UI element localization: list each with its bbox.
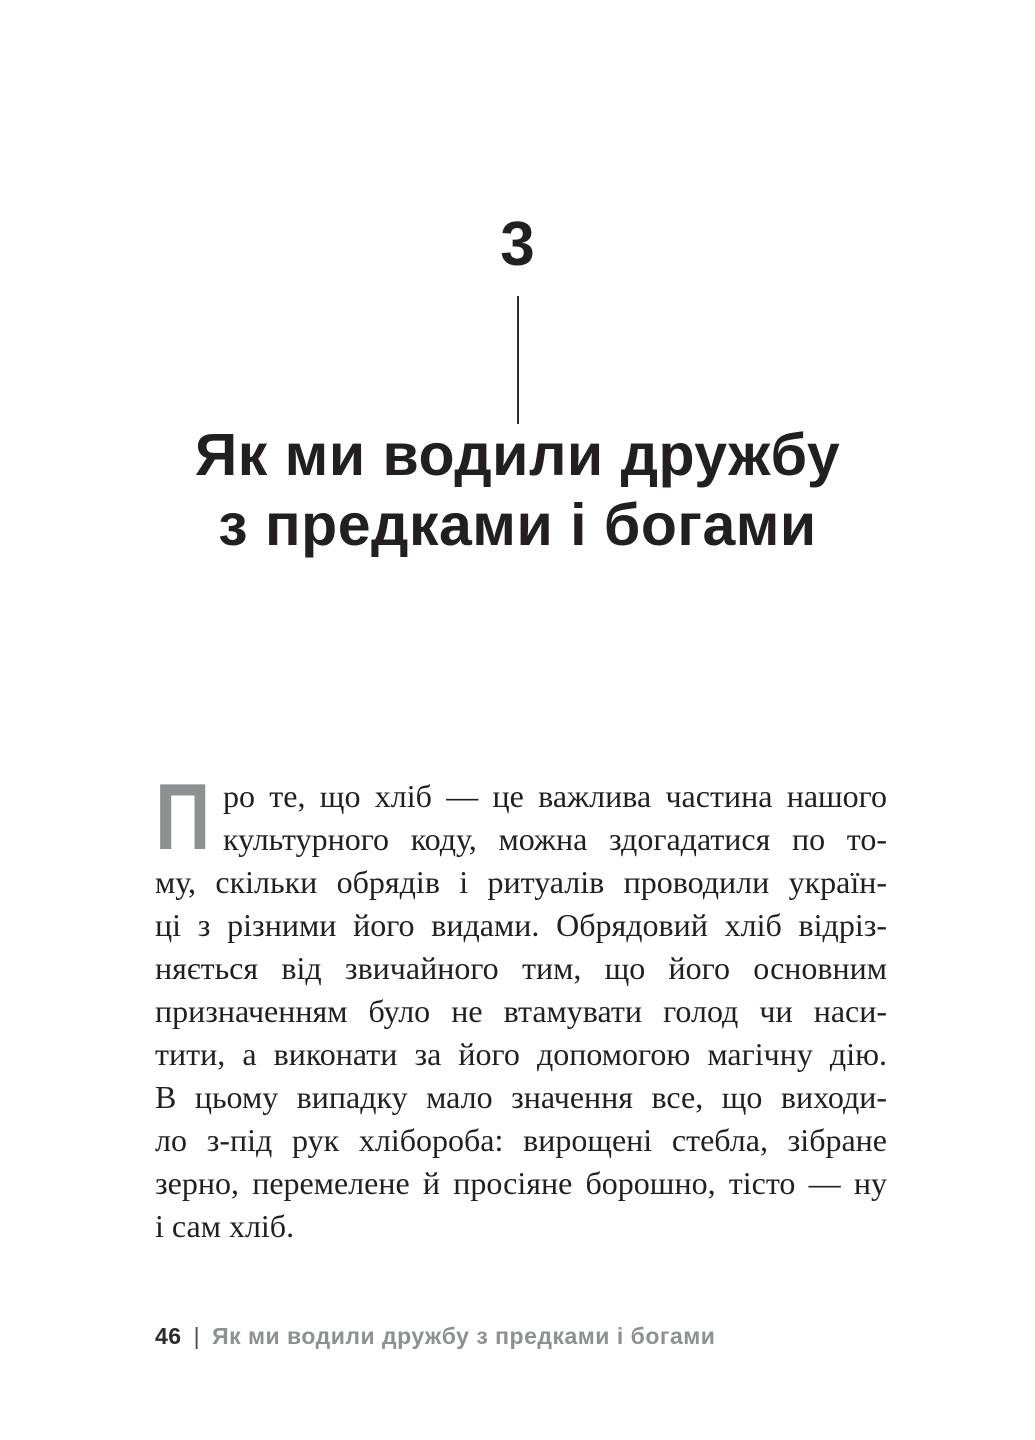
chapter-title xyxy=(0,420,1035,560)
body-line: ло з-під рук хлібороба: вирощені стебла, зібране xyxy=(155,1122,887,1158)
body-line: зерно, перемелене й просіяне борошно, тісто — ну xyxy=(155,1165,887,1201)
page-number: 46 xyxy=(155,1323,182,1349)
body-line: му, скільки обрядів і ритуалів проводили україн- xyxy=(155,864,887,900)
body-line: тити, а виконати за його допомогою магічну дію. xyxy=(155,1036,887,1072)
body-line: ці з різними його видами. Обрядовий хліб відріз- xyxy=(155,907,887,943)
running-title: Як ми водили дружбу з предками і богами xyxy=(212,1323,716,1349)
body-line: В цьому випадку мало значення все, що виходи- xyxy=(155,1079,887,1115)
body-line: і сам хліб. xyxy=(155,1208,295,1244)
body-line: культурного коду, можна здогадатися по то- xyxy=(223,821,887,857)
chapter-number: 3 xyxy=(500,210,535,279)
footer-separator: | xyxy=(193,1323,201,1349)
chapter-title-line-2: з предками і богами xyxy=(218,492,817,558)
body-paragraph xyxy=(155,764,887,1248)
body-line: ро те, що хліб — це важлива частина нашого xyxy=(223,778,887,814)
drop-cap: П xyxy=(155,764,211,869)
body-line: няється від звичайного тим, що його основним xyxy=(155,950,887,986)
body-line: призначенням було не втамувати голод чи наси- xyxy=(155,993,887,1029)
chapter-title-line-1: Як ми водили дружбу xyxy=(194,422,841,488)
chapter-divider-line xyxy=(517,296,519,424)
page-footer xyxy=(155,1322,715,1350)
